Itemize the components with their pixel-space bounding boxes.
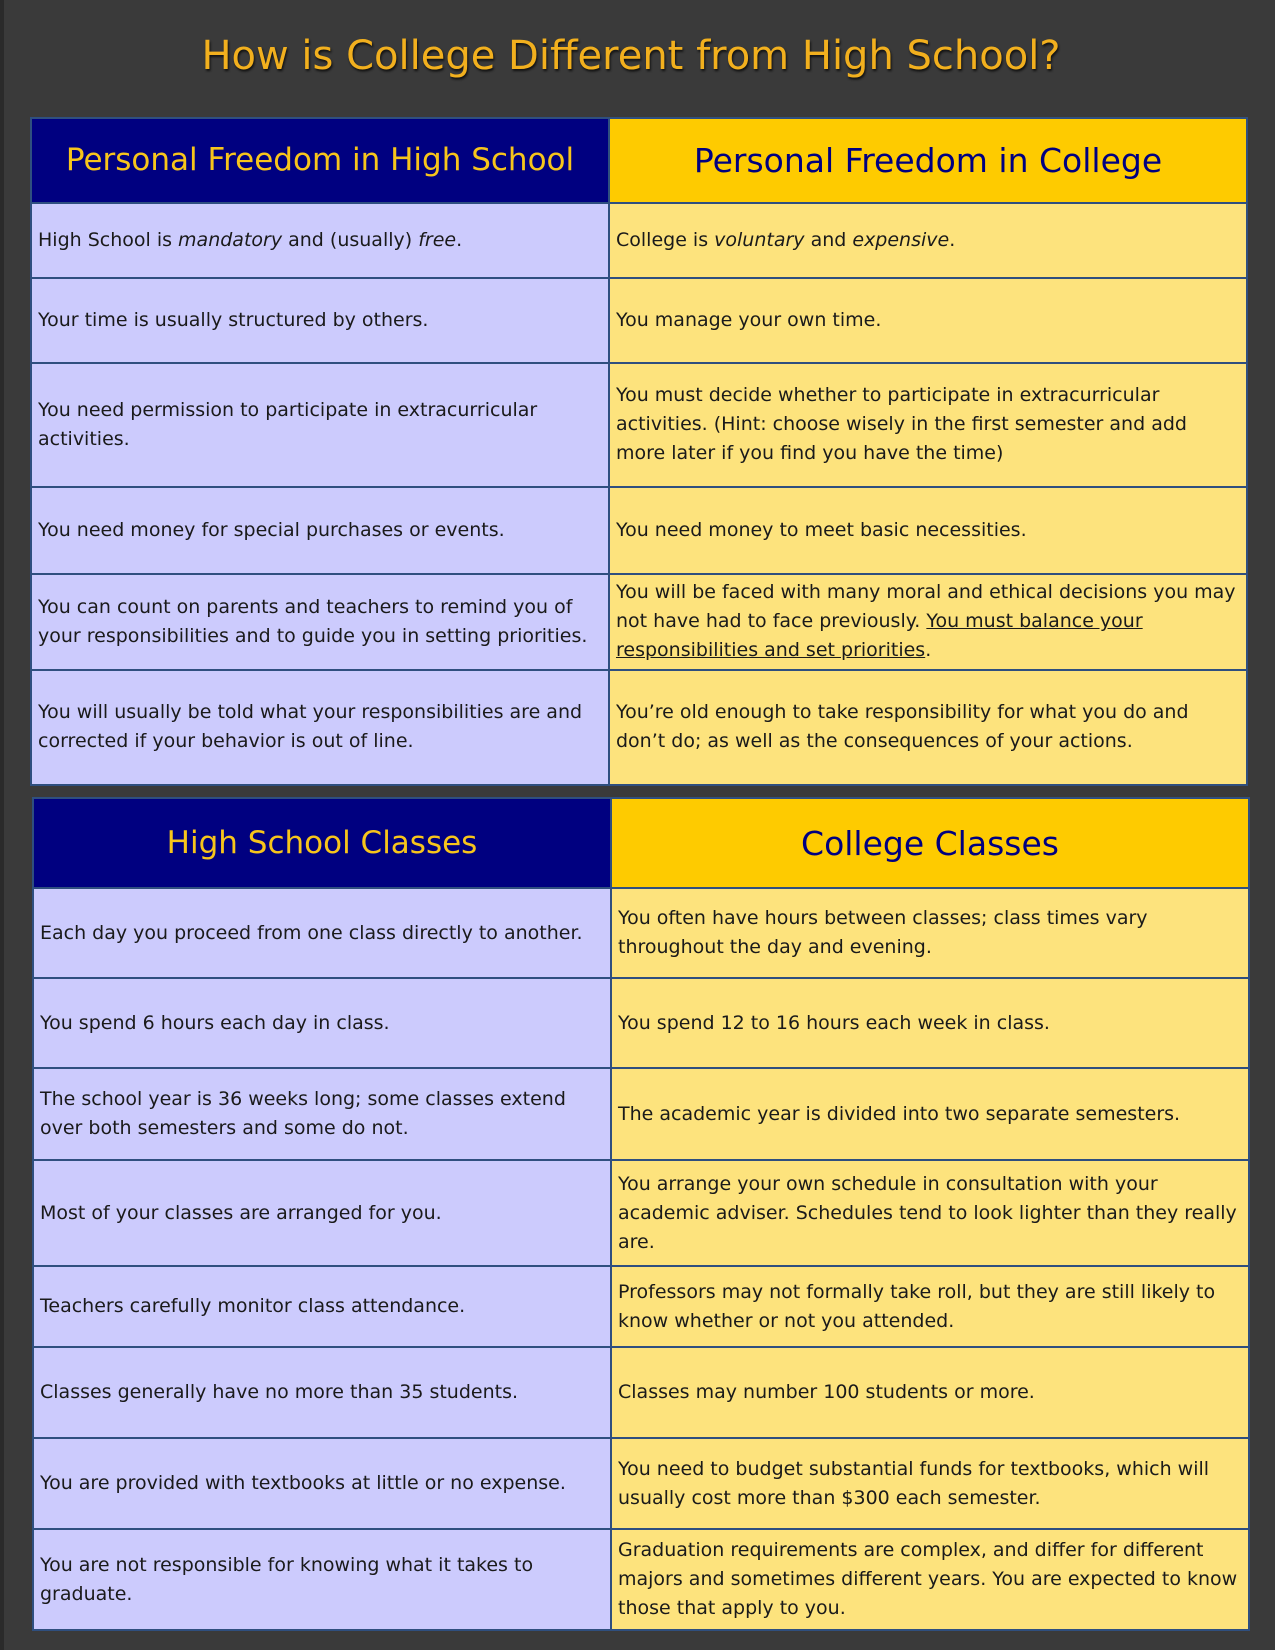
college-cell: You need to budget substantial funds for textbooks, which will usually cost more than $300 each semester. — [611, 1438, 1249, 1529]
high-school-cell: High School is mandatory and (usually) free. — [31, 203, 609, 278]
college-cell: You need money to meet basic necessities. — [609, 487, 1247, 574]
table-row — [31, 670, 1247, 785]
college-cell: Graduation requirements are complex, and differ for different majors and sometimes different years. You are expected to know those that apply to you. — [611, 1529, 1249, 1630]
high-school-cell: Classes generally have no more than 35 students. — [33, 1347, 611, 1438]
college-cell: You’re old enough to take responsibility for what you do and don’t do; as well as the consequences of your actions. — [609, 670, 1247, 785]
page-edge — [0, 0, 4, 1650]
personal-freedom-table — [30, 117, 1248, 786]
high-school-cell: You are provided with textbooks at little or no expense. — [33, 1438, 611, 1529]
table-header-row — [33, 798, 1249, 888]
table-row — [33, 888, 1249, 978]
classes-table — [32, 797, 1250, 1631]
college-cell: You manage your own time. — [609, 278, 1247, 363]
college-cell: You must decide whether to participate in extracurricular activities. (Hint: choose wisely in the first semester and add more later if you find you have the time) — [609, 363, 1247, 487]
header-high-school-classes: High School Classes — [33, 798, 611, 888]
header-college-classes: College Classes — [611, 798, 1249, 888]
college-cell: You arrange your own schedule in consultation with your academic adviser. Schedules tend to look lighter than they really are. — [611, 1160, 1249, 1266]
table-row — [33, 1266, 1249, 1347]
college-cell: College is voluntary and expensive. — [609, 203, 1247, 278]
table-row — [33, 1068, 1249, 1160]
college-cell: You often have hours between classes; class times vary throughout the day and evening. — [611, 888, 1249, 978]
table-row — [31, 574, 1247, 670]
college-cell: The academic year is divided into two separate semesters. — [611, 1068, 1249, 1160]
table-row — [33, 1160, 1249, 1266]
high-school-cell: Teachers carefully monitor class attendance. — [33, 1266, 611, 1347]
table-row — [31, 278, 1247, 363]
high-school-cell: You spend 6 hours each day in class. — [33, 978, 611, 1068]
table-row — [33, 1438, 1249, 1529]
college-cell: Professors may not formally take roll, but they are still likely to know whether or not you attended. — [611, 1266, 1249, 1347]
high-school-cell: Your time is usually structured by others. — [31, 278, 609, 363]
table-row — [33, 1529, 1249, 1630]
high-school-cell: You will usually be told what your responsibilities are and corrected if your behavior is out of line. — [31, 670, 609, 785]
table-row — [31, 363, 1247, 487]
high-school-cell: You need permission to participate in extracurricular activities. — [31, 363, 609, 487]
college-cell: You spend 12 to 16 hours each week in class. — [611, 978, 1249, 1068]
high-school-cell: You can count on parents and teachers to remind you of your responsibilities and to guide you in setting priorities. — [31, 574, 609, 670]
high-school-cell: You are not responsible for knowing what it takes to graduate. — [33, 1529, 611, 1630]
table-row — [33, 1347, 1249, 1438]
page-title: How is College Different from High School? — [201, 33, 1061, 79]
header-personal-freedom-college: Personal Freedom in College — [609, 118, 1247, 203]
college-cell: Classes may number 100 students or more. — [611, 1347, 1249, 1438]
high-school-cell: You need money for special purchases or events. — [31, 487, 609, 574]
high-school-cell: Each day you proceed from one class directly to another. — [33, 888, 611, 978]
header-personal-freedom-high-school: Personal Freedom in High School — [31, 118, 609, 203]
table-row — [33, 978, 1249, 1068]
table-row — [31, 487, 1247, 574]
high-school-cell: The school year is 36 weeks long; some classes extend over both semesters and some do not. — [33, 1068, 611, 1160]
college-cell: You will be faced with many moral and ethical decisions you may not have had to face previously. You must balance your responsibilities and set priorities. — [609, 574, 1247, 670]
table-row — [31, 203, 1247, 278]
table-header-row — [31, 118, 1247, 203]
high-school-cell: Most of your classes are arranged for you. — [33, 1160, 611, 1266]
